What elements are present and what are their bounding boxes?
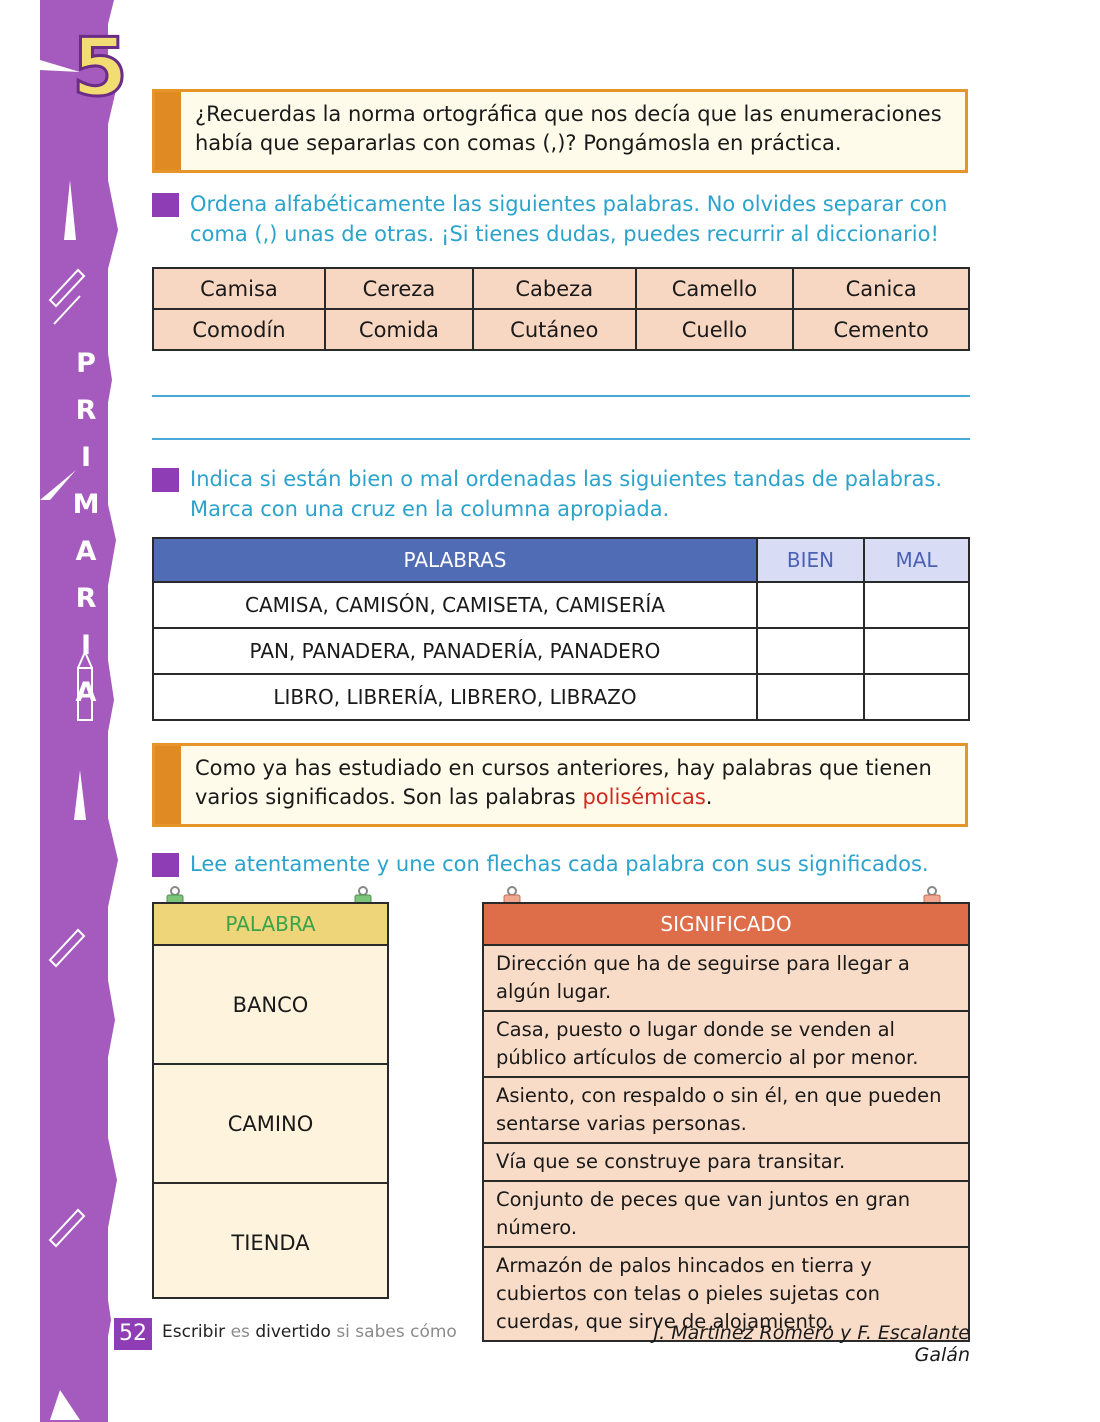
vertical-letter: M [72,489,100,520]
significado-item[interactable]: Armazón de palos hincados en tierra y cubiertos con telas o pieles sujetas con cuerdas, que sirve de alojamiento. [496,1254,880,1333]
word-cell: Cemento [793,309,969,350]
palabra-word[interactable]: TIENDA [231,1230,310,1255]
answer-line[interactable] [152,395,970,397]
palabra-word[interactable]: CAMINO [154,1065,387,1184]
answer-line[interactable] [152,438,970,440]
word-cell: Cereza [325,268,473,309]
vertical-letter: A [75,536,97,567]
word-cell: Comodín [153,309,325,350]
word-cell: Cuello [636,309,794,350]
significado-item[interactable]: Conjunto de peces que van juntos en gran número. [484,1182,968,1248]
significado-item[interactable]: Asiento, con respaldo o sin él, en que pueden sentarse varias personas. [484,1078,968,1144]
bullet-square-icon [152,468,179,492]
significado-header: SIGNIFICADO [484,904,968,946]
bien-checkbox-cell[interactable] [757,674,864,720]
table-row [153,268,969,309]
significado-item[interactable]: Dirección que ha de seguirse para llegar a algún lugar. [484,946,968,1012]
polysemy-note-text [195,746,965,820]
title-part: divertido [255,1322,331,1342]
vertical-letter: I [80,442,92,473]
bullet-square-icon [152,853,179,877]
mal-checkbox-cell[interactable] [864,674,969,720]
vertical-letter: A [75,677,97,708]
significado-column [482,902,970,1342]
rule-note-text: ¿Recuerdas la norma ortográfica que nos decía que las enumeraciones había que separarlas con comas (,)? Pongámosla en práctica. [195,102,942,155]
vertical-letter: R [75,583,97,614]
vertical-letter: I [80,630,92,661]
mal-checkbox-cell[interactable] [864,582,969,628]
header-bien: BIEN [757,538,864,582]
instruction-text: Lee atentamente y une con flechas cada palabra con sus significados. [190,852,929,876]
word-sequence-cell: CAMISA, CAMISÓN, CAMISETA, CAMISERÍA [153,582,757,628]
word-sequence-cell: LIBRO, LIBRERÍA, LIBRERO, LIBRAZO [153,674,757,720]
page-number: 52 [114,1318,152,1350]
bien-checkbox-cell[interactable] [757,582,864,628]
palabra-word[interactable]: BANCO [154,946,387,1065]
word-cell: Comida [325,309,473,350]
instruction-order-check [152,464,970,524]
significado-item[interactable]: Vía que se construye para transitar. [484,1144,968,1182]
bien-checkbox-cell[interactable] [757,628,864,674]
word-cell: Camello [636,268,794,309]
word-cell: Camisa [153,268,325,309]
title-part: es [230,1322,250,1342]
instruction-alphabetical [152,189,970,249]
table-row [153,674,969,720]
note-accent-bar [155,92,181,170]
header-palabras: PALABRAS [153,538,757,582]
title-part: Escribir [162,1322,226,1342]
polysemy-note-box [152,743,968,827]
note-text-part: . [705,785,713,809]
order-check-table [152,537,970,721]
rule-note-box [152,89,968,173]
vertical-letter: R [75,395,97,426]
grade-number: 5 [72,21,128,114]
table-row [153,582,969,628]
palabra-header: PALABRA [154,904,387,946]
header-mal: MAL [864,538,969,582]
mal-checkbox-cell[interactable] [864,628,969,674]
highlight-word: polisémicas [582,785,706,809]
palabra-column [152,902,389,1299]
book-title [162,1322,457,1342]
table-header-row [153,538,969,582]
word-cell: Cabeza [473,268,636,309]
words-table [152,267,970,351]
bullet-square-icon [152,193,179,217]
vertical-letter: P [76,348,96,379]
authors: J. Martínez Romero y F. Escalante Galán [653,1322,970,1366]
significado-item[interactable]: Casa, puesto o lugar donde se venden al público artículos de comercio al por menor. [484,1012,968,1078]
word-sequence-cell: PAN, PANADERA, PANADERÍA, PANADERO [153,628,757,674]
word-cell: Canica [793,268,969,309]
instruction-text: Indica si están bien o mal ordenadas las siguientes tandas de palabras. Marca con una cruz en la columna apropiada. [190,467,943,521]
title-part: si sabes cómo [336,1322,457,1342]
note-text-part: Como ya has estudiado en cursos anteriores, hay palabras que tienen varios significados. Son las palabras [195,756,932,809]
note-accent-bar [155,746,181,824]
table-row [153,309,969,350]
instruction-match [152,849,970,879]
word-cell: Cutáneo [473,309,636,350]
instruction-text: Ordena alfabéticamente las siguientes palabras. No olvides separar con coma (,) unas de otras. ¡Si tienes dudas, puedes recurrir al diccionario! [190,192,948,246]
vertical-primaria-label [62,340,110,716]
table-row [153,628,969,674]
